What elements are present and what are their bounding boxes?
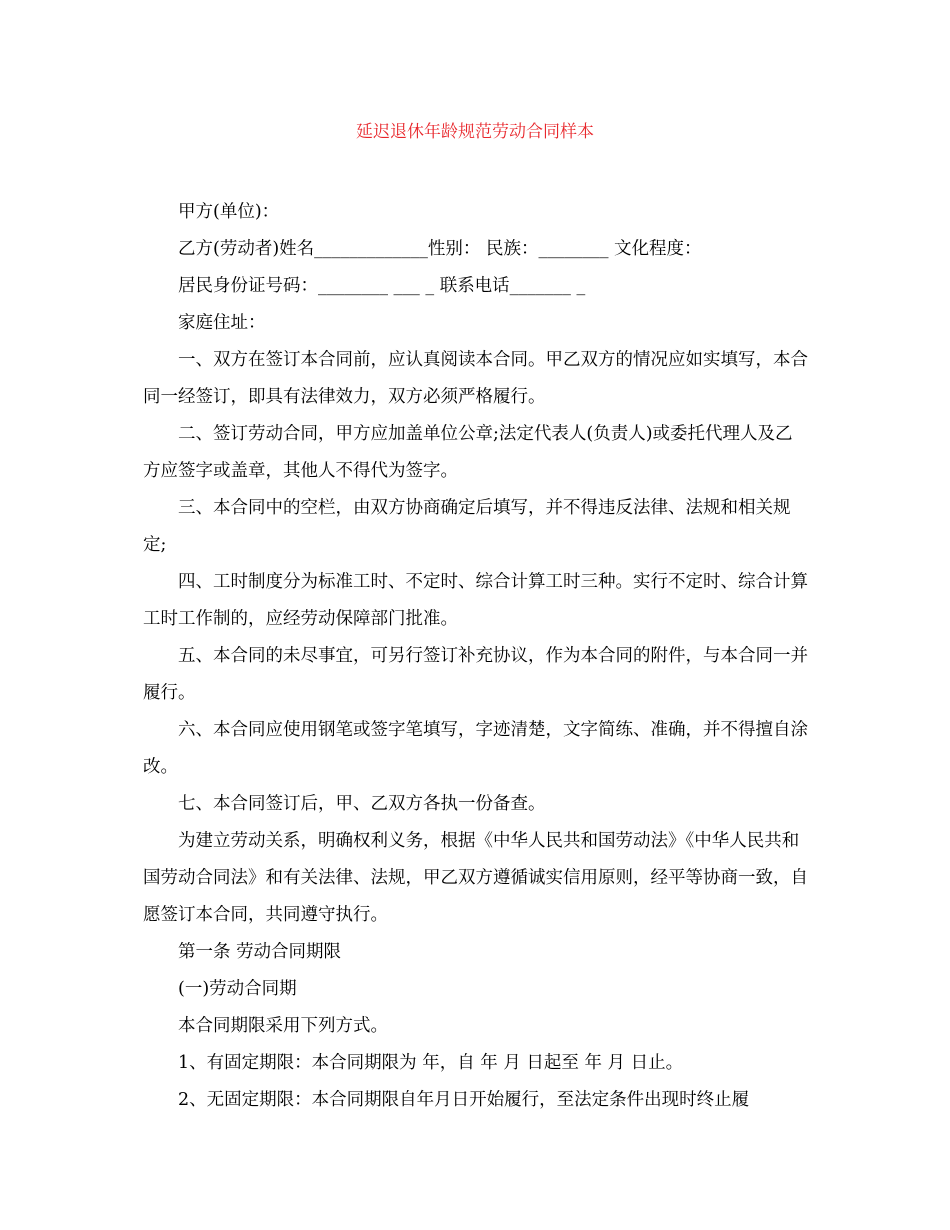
document-title: 延迟退休年龄规范劳动合同样本 — [356, 122, 594, 142]
document-body — [143, 194, 808, 1119]
party-b-line: 乙方(劳动者)姓名_____________性别： 民族：________ 文化程度： — [178, 239, 702, 259]
instruction-2: 二、签订劳动合同，甲方应加盖单位公章;法定代表人(负责人)或委托代理人及乙方应签字或盖章，其他人不得代为签字。 — [143, 424, 793, 481]
party-a-line: 甲方(单位)： — [178, 202, 280, 222]
address-line: 家庭住址： — [178, 313, 266, 333]
instruction-5: 五、本合同的未尽事宜，可另行签订补充协议，作为本合同的附件，与本合同一并履行。 — [143, 646, 808, 703]
instruction-7: 七、本合同签订后，甲、乙双方各执一份备查。 — [178, 794, 546, 814]
article-1-heading: 第一条 劳动合同期限 — [178, 942, 342, 962]
term-method-line: 本合同期限采用下列方式。 — [178, 1016, 388, 1036]
instruction-4: 四、工时制度分为标准工时、不定时、综合计算工时三种。实行不定时、综合计算工时工作制的，应经劳动保障部门批准。 — [143, 572, 808, 629]
instruction-6: 六、本合同应使用钢笔或签字笔填写，字迹清楚，文字简练、准确，并不得擅自涂改。 — [143, 720, 808, 777]
instruction-1: 一、双方在签订本合同前，应认真阅读本合同。甲乙双方的情况应如实填写，本合同一经签订，即具有法律效力，双方必须严格履行。 — [143, 350, 808, 407]
id-phone-line: 居民身份证号码：________ ___ _ 联系电话_______ _ — [178, 276, 586, 296]
fixed-term-line: 1、有固定期限：本合同期限为 年，自 年 月 日起至 年 月 日止。 — [178, 1053, 684, 1073]
preamble-paragraph: 为建立劳动关系，明确权利义务，根据《中华人民共和国劳动法》《中华人民共和国劳动合同法》和有关法律、法规，甲乙双方遵循诚实信用原则，经平等协商一致，自愿签订本合同，共同遵守执行。 — [143, 831, 808, 925]
section-heading: (一)劳动合同期 — [178, 979, 297, 999]
open-term-line: 2、无固定期限：本合同期限自年月日开始履行，至法定条件出现时终止履 — [178, 1090, 750, 1110]
instruction-3: 三、本合同中的空栏，由双方协商确定后填写，并不得违反法律、法规和相关规定; — [143, 498, 791, 555]
